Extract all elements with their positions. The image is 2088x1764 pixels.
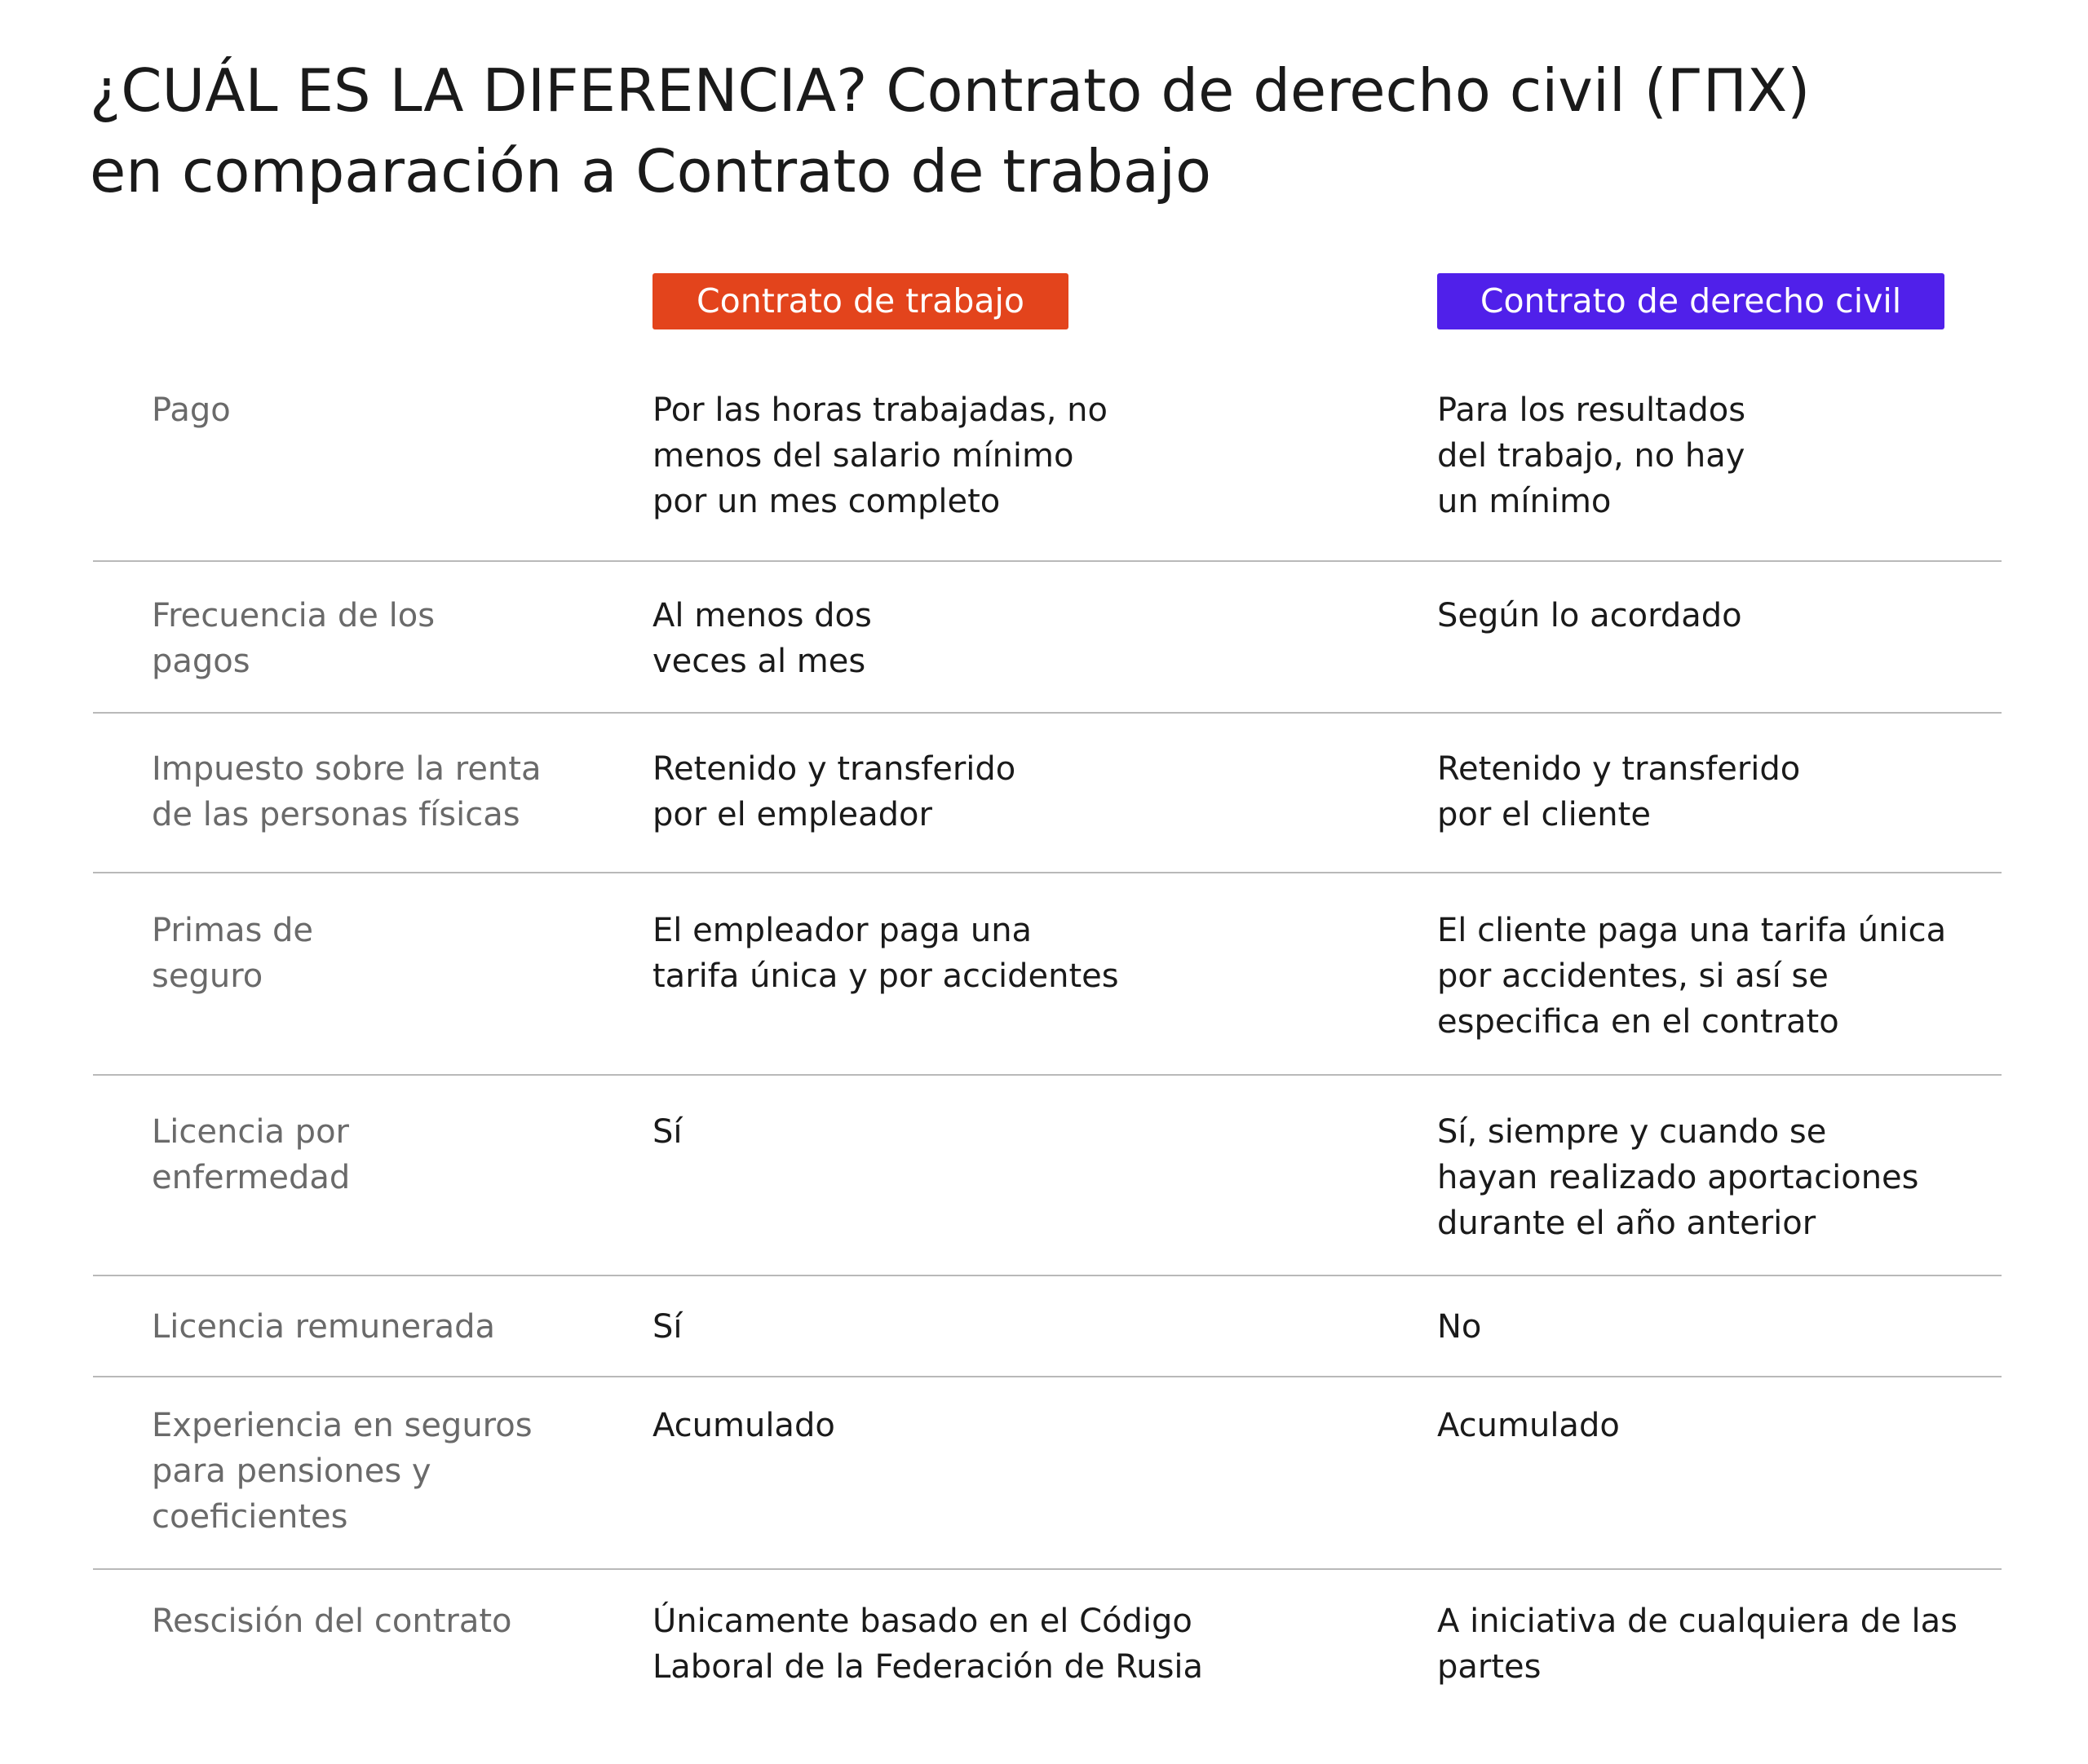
page-title (90, 51, 2047, 212)
row-divider (93, 1275, 2002, 1276)
cell-trabajo: Por las horas trabajadas, no menos del salario mínimo por un mes completo (652, 391, 1108, 520)
cell-trabajo: El empleador paga una tarifa única y por accidentes (652, 912, 1119, 995)
row-divider (93, 560, 2002, 562)
cell-trabajo: Sí (652, 1308, 683, 1346)
cell-trabajo: Acumulado (652, 1407, 835, 1444)
row-label: Rescisión del contrato (152, 1603, 512, 1640)
row-divider (93, 1074, 2002, 1076)
cell-civil: A iniciativa de cualquiera de las partes (1437, 1603, 1958, 1686)
cell-trabajo: Únicamente basado en el Código Laboral de la Federación de Rusia (652, 1603, 1204, 1686)
cell-civil: Según lo acordado (1437, 597, 1742, 634)
cell-trabajo: Al menos dos veces al mes (652, 597, 872, 680)
cell-civil: El cliente paga una tarifa única por accidentes, si así se especifica en el contrato (1437, 912, 1947, 1041)
row-label: Experiencia en seguros para pensiones y coeficientes (152, 1407, 533, 1536)
cell-trabajo: Retenido y transferido por el empleador (652, 750, 1016, 833)
row-divider (93, 1376, 2002, 1377)
cell-trabajo: Sí (652, 1113, 683, 1151)
cell-civil: Sí, siempre y cuando se hayan realizado aportaciones durante el año anterior (1437, 1113, 1919, 1242)
page-title-line-2: en comparación a Contrato de trabajo (90, 137, 1212, 206)
row-divider (93, 712, 2002, 714)
cell-civil: Para los resultados del trabajo, no hay un mínimo (1437, 391, 1746, 520)
cell-civil: No (1437, 1308, 1482, 1346)
column-header-contrato-trabajo: Contrato de trabajo (652, 273, 1068, 329)
cell-civil: Retenido y transferido por el cliente (1437, 750, 1801, 833)
row-label: Licencia por enfermedad (152, 1113, 351, 1196)
row-label: Frecuencia de los pagos (152, 597, 436, 680)
page-title-line-1: ¿CUÁL ES LA DIFERENCIA? Contrato de derecho civil (ГПХ) (90, 56, 1811, 125)
row-label: Licencia remunerada (152, 1308, 495, 1346)
row-divider (93, 872, 2002, 873)
cell-civil: Acumulado (1437, 1407, 1620, 1444)
row-label: Primas de seguro (152, 912, 314, 995)
row-label: Pago (152, 391, 231, 429)
row-label: Impuesto sobre la renta de las personas físicas (152, 750, 542, 833)
column-header-contrato-civil: Contrato de derecho civil (1437, 273, 1944, 329)
row-divider (93, 1568, 2002, 1570)
